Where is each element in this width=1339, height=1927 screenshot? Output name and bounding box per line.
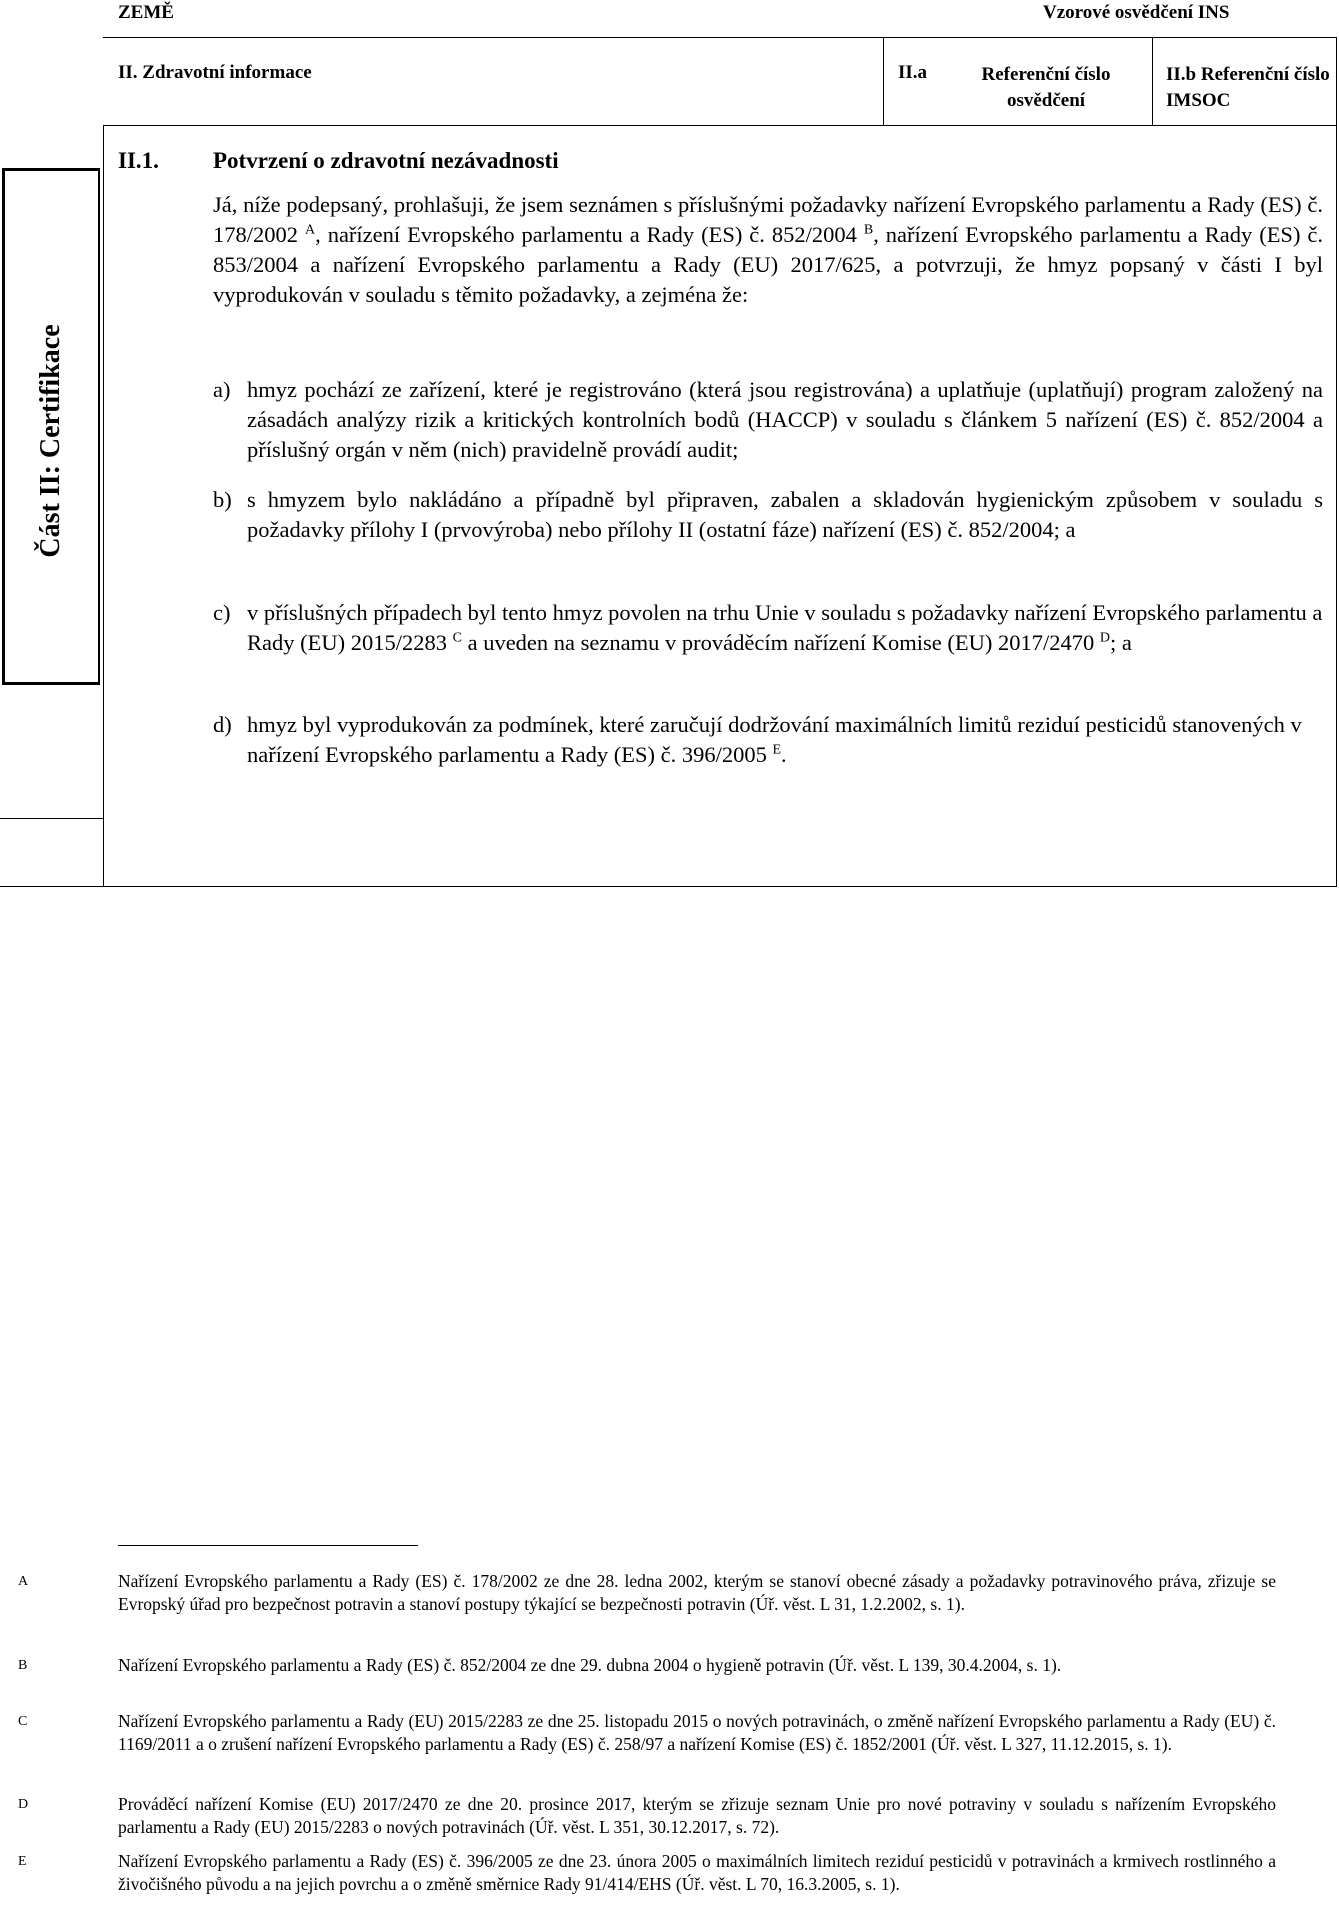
ref-b-label: II.b Referenční číslo IMSOC — [1166, 64, 1330, 111]
attestation-intro: Já, níže podepsaný, prohlašuji, že jsem seznámen s příslušnými požadavky nařízení Evropského parlamentu a Rady (ES) č. 178/2002 $^A$, nařízení Evropského parlamentu a Rady (ES) č. 852/2004 $^B$, nařízení Evropského parlamentu a Rady (ES) č. 853/2004 a nařízení Evropského parlamentu a Rady (EU) 2017/625, a potvrzuji, že hmyz popsaný v části I byl vyprodukován v souladu s těmito požadavky, a zejména že: — [213, 192, 1324, 307]
ref-a-label: Referenční číslo osvědčení — [981, 64, 1111, 111]
footnote-d: D Prováděcí nařízení Komise (EU) 2017/2470 ze dne 20. prosince 2017, kterým se zřizuje seznam Unie pro nové potraviny v souladu s nařízením Evropského parlamentu a Rady (EU) 2015/2283 o nových potravinách (Úř. věst. L 351, 30.12.2017, s. 72). — [18, 1794, 1276, 1837]
footnote-b: B Nařízení Evropského parlamentu a Rady (ES) č. 852/2004 ze dne 29. dubna 2004 o hygieně potravin (Úř. věst. L 139, 30.4.2004, s. 1). — [18, 1655, 1062, 1675]
attestation-item-d: d) hmyz byl vyprodukován za podmínek, které zaručují dodržování maximálních limitů reziduí pesticidů stanovených v nařízení Evropského parlamentu a Rady (ES) č. 396/2005 $^E$. — [213, 712, 1302, 767]
divider — [1152, 37, 1153, 125]
attestation-heading: Potvrzení o zdravotní nezávadnosti — [213, 148, 559, 173]
certificate-model-title: Vzorové osvědčení INS — [1043, 2, 1230, 23]
attestation-number: II.1. — [118, 148, 159, 173]
footnote-c: C Nařízení Evropského parlamentu a Rady (EU) 2015/2283 ze dne 25. listopadu 2015 o nových potravinách, o změně nařízení Evropského parlamentu a Rady (EU) č. 1169/2011 a o zrušení nařízení Evropského parlamentu a Rady (ES) č. 258/97 a nařízení Komise (ES) č. 1852/2001 (Úř. věst. L 327, 11.12.2015, s. 1). — [18, 1711, 1276, 1754]
divider — [883, 37, 884, 125]
footnote-e: E Nařízení Evropského parlamentu a Rady (ES) č. 396/2005 ze dne 23. února 2005 o maximálních limitech reziduí pesticidů v potravinách a krmivech rostlinného a živočišného původu a na jejich povrchu a o změně směrnice Rady 91/414/EHS (Úř. věst. L 70, 16.3.2005, s. 1). — [18, 1851, 1276, 1894]
divider — [0, 818, 103, 819]
footnote-rule — [118, 1545, 418, 1546]
ref-a-code: II.a — [898, 62, 928, 83]
attestation-item-a: a) hmyz pochází ze zařízení, které je registrováno (která jsou registrována) a uplatňuje (uplatňují) program založený na zásadách analýzy rizik a kritických kontrolních bodů (HACCP) v souladu s článkem 5 nařízení (ES) č. 852/2004 a příslušný orgán v něm (nich) pravidelně provádí audit; — [213, 377, 1323, 462]
country-label: ZEMĚ — [118, 2, 174, 23]
divider — [103, 125, 104, 887]
divider — [1336, 37, 1337, 887]
attestation-item-c: c) v příslušných případech byl tento hmyz povolen na trhu Unie v souladu s požadavky nařízení Evropského parlamentu a Rady (EU) 2015/2283 $^C$ a uveden na seznamu v prováděcím nařízení Komise (EU) 2017/2470 $^D$; a — [213, 600, 1323, 655]
attestation-item-b: b) s hmyzem bylo nakládáno a případně byl připraven, zabalen a skladován hygienickým způsobem v souladu s požadavky přílohy I (prvovýroba) nebo přílohy II (ostatní fáze) nařízení (ES) č. 852/2004; a — [213, 487, 1323, 542]
section-title: II. Zdravotní informace — [118, 62, 312, 83]
side-label: Část II: Certifikace — [35, 324, 66, 558]
footnote-a: A Nařízení Evropského parlamentu a Rady (ES) č. 178/2002 ze dne 28. ledna 2002, kterým se stanoví obecné zásady a požadavky potravinového práva, zřizuje se Evropský úřad pro bezpečnost potravin a stanoví postupy týkající se bezpečnosti potravin (Úř. věst. L 31, 1.2.2002, s. 1). — [18, 1571, 1276, 1614]
divider — [0, 886, 1336, 887]
divider — [103, 125, 1336, 126]
